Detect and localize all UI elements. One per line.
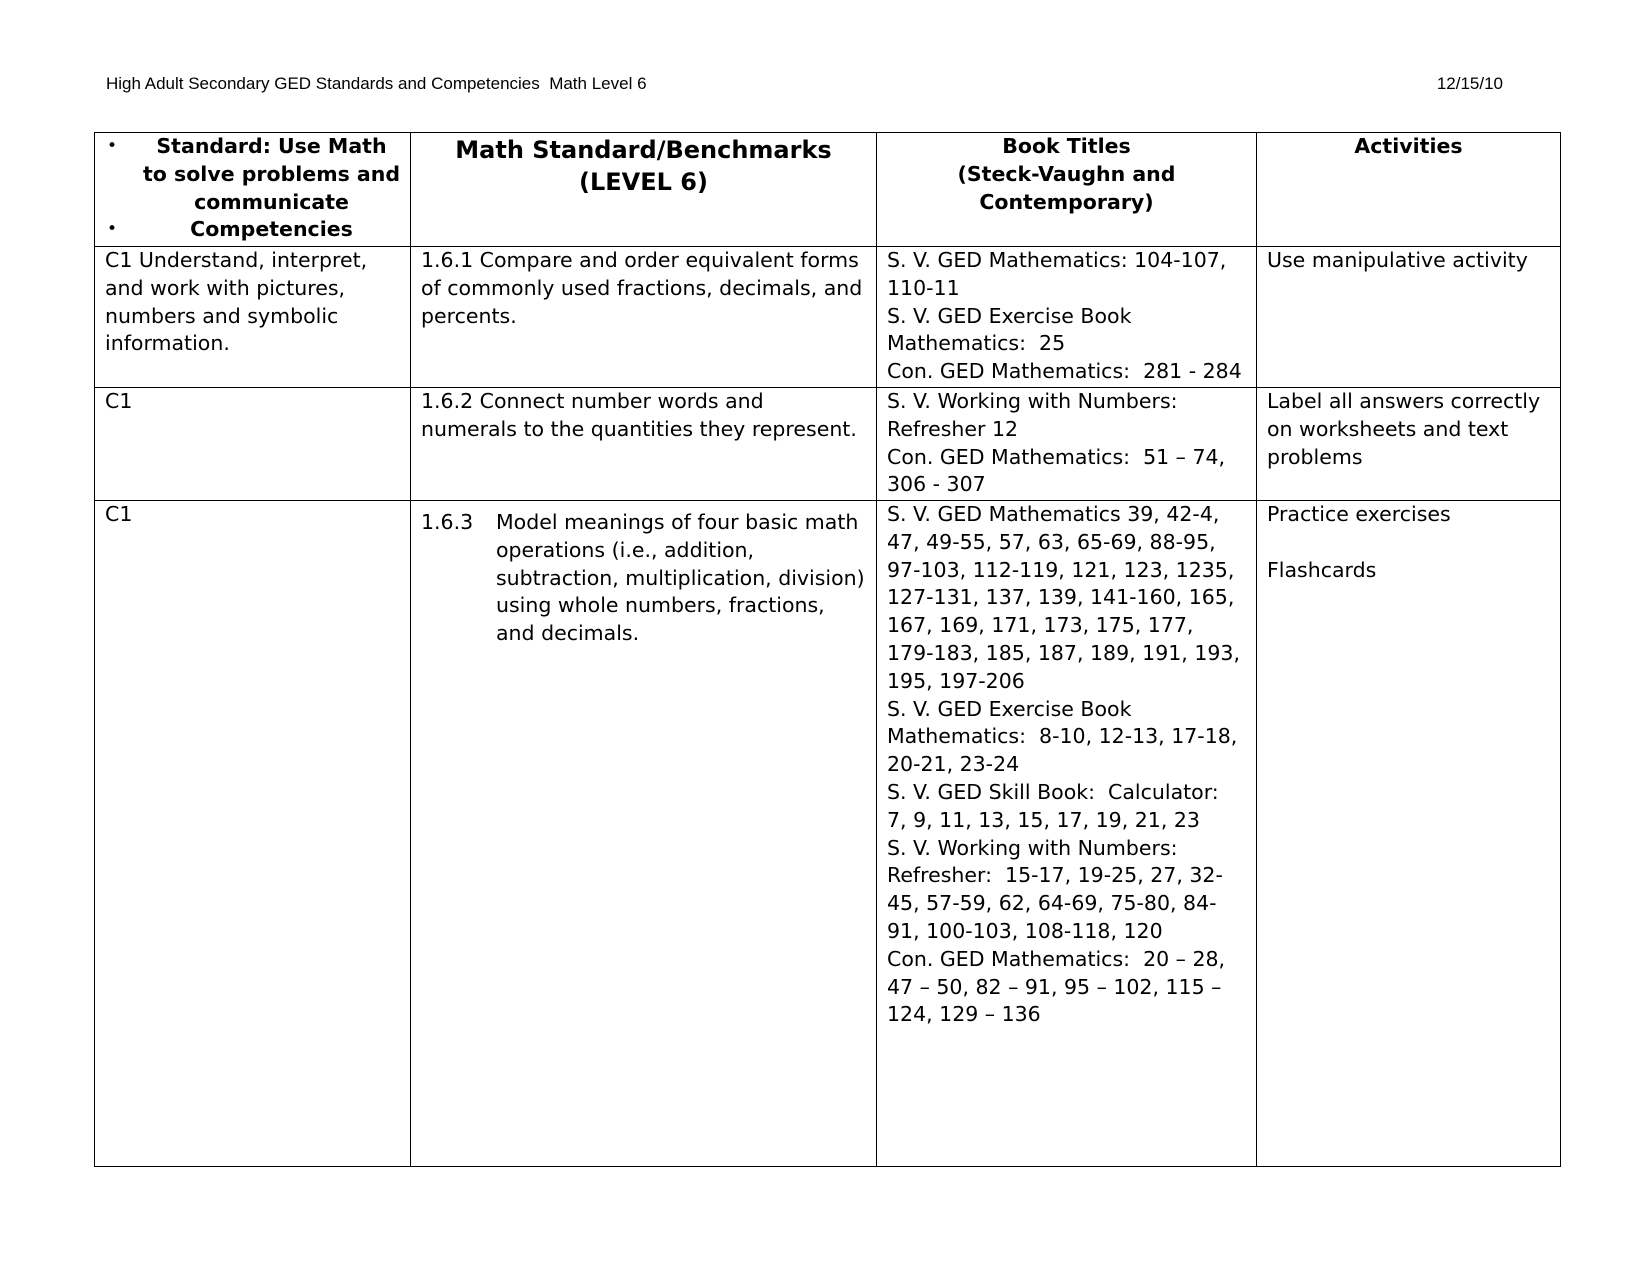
books-cell: [877, 501, 1257, 1167]
cell-line: C1: [105, 389, 133, 413]
cell-line: of commonly used fractions, decimals, and: [421, 275, 863, 300]
benchmark-cell: [411, 247, 877, 388]
cell-line: numerals to the quantities they represent.: [421, 416, 857, 441]
benchmark-cell: [411, 388, 877, 501]
cell-line: 179-183, 185, 187, 189, 191, 193,: [887, 640, 1240, 665]
cell-line: subtraction, multiplication, division): [496, 565, 865, 590]
header-activities-cell: Activities: [1257, 133, 1561, 247]
cell-line: Label all answers correctly: [1267, 389, 1541, 413]
cell-line: using whole numbers, fractions,: [496, 593, 825, 618]
cell-line: S. V. GED Exercise Book: [887, 696, 1132, 721]
cell-line: 20-21, 23-24: [887, 752, 1020, 777]
cell-line: Flashcards: [1267, 557, 1377, 582]
cell-line: Mathematics: 8-10, 12-13, 17-18,: [887, 724, 1238, 749]
cell-line: S. V. Working with Numbers:: [887, 835, 1178, 860]
standard-bullet-list: [105, 133, 400, 244]
cell-line: Mathematics: 25: [887, 331, 1066, 356]
cell-line: Con. GED Mathematics: 281 - 284: [887, 359, 1242, 384]
header-books-cell: [877, 133, 1257, 247]
cell-line: 127-131, 137, 139, 141-160, 165,: [887, 585, 1235, 610]
cell-line: 7, 9, 11, 13, 15, 17, 19, 21, 23: [887, 807, 1200, 832]
cell-line: and decimals.: [496, 621, 640, 646]
activities-cell: [1257, 388, 1561, 501]
cell-line: 195, 197-206: [887, 668, 1025, 693]
activities-cell: [1257, 501, 1561, 1167]
benchmark-text: [496, 509, 865, 648]
cell-line: Refresher 12: [887, 416, 1019, 441]
header-standard-cell: [95, 133, 411, 247]
benchmark-numbered-item: [421, 509, 866, 648]
document-title: High Adult Secondary GED Standards and Competencies Math Level 6: [106, 74, 647, 93]
header-books-line: Book Titles: [1002, 134, 1131, 158]
cell-line: Use manipulative activity: [1267, 248, 1528, 272]
header-books-line: Contemporary): [979, 189, 1154, 214]
cell-line: numbers and symbolic: [105, 303, 339, 328]
cell-line: 91, 100-103, 108-118, 120: [887, 918, 1163, 943]
cell-line: 110-11: [887, 275, 960, 300]
document-date: 12/15/10: [1436, 74, 1503, 93]
competencies-item: • Competencies: [105, 216, 400, 244]
cell-line: 47, 49-55, 57, 63, 65-69, 88-95,: [887, 529, 1216, 554]
cell-line: information.: [105, 331, 230, 356]
table-row: [95, 501, 1561, 1167]
cell-line: S. V. GED Mathematics: 104-107,: [887, 248, 1227, 272]
cell-line: 167, 169, 171, 173, 175, 177,: [887, 613, 1194, 638]
benchmark-number: 1.6.3: [421, 510, 474, 534]
cell-line: Practice exercises: [1267, 502, 1451, 526]
page-header: [106, 74, 1544, 98]
table-row: [95, 388, 1561, 501]
competency-cell: [95, 247, 411, 388]
header-benchmarks-line: (LEVEL 6): [579, 168, 708, 196]
activities-cell: [1257, 247, 1561, 388]
cell-line: problems: [1267, 444, 1363, 469]
cell-line: 1.6.1 Compare and order equivalent forms: [421, 248, 859, 272]
spacer: [1267, 529, 1550, 557]
cell-line: C1 Understand, interpret,: [105, 248, 368, 272]
cell-line: S. V. GED Skill Book: Calculator:: [887, 779, 1219, 804]
cell-line: Con. GED Mathematics: 20 – 28,: [887, 946, 1226, 971]
table-row: [95, 247, 1561, 388]
standard-item: • Standard: Use Math to solve problems and communicate: [105, 133, 400, 216]
cell-line: Con. GED Mathematics: 51 – 74,: [887, 444, 1226, 469]
header-benchmarks-line: Math Standard/Benchmarks: [455, 136, 832, 164]
cell-line: Model meanings of four basic math: [496, 510, 859, 534]
books-cell: [877, 247, 1257, 388]
cell-line: and work with pictures,: [105, 275, 346, 300]
standards-table: [94, 132, 1561, 1167]
header-books-line: (Steck-Vaughn and: [957, 161, 1176, 186]
table-header-row: [95, 133, 1561, 247]
cell-line: percents.: [421, 303, 517, 328]
cell-line: C1: [105, 502, 133, 526]
cell-line: 124, 129 – 136: [887, 1002, 1041, 1027]
cell-line: Refresher: 15-17, 19-25, 27, 32-: [887, 863, 1223, 888]
cell-line: S. V. GED Mathematics 39, 42-4,: [887, 502, 1220, 526]
cell-line: 1.6.2 Connect number words and: [421, 389, 764, 413]
cell-line: S. V. Working with Numbers:: [887, 389, 1178, 413]
competency-cell: [95, 501, 411, 1167]
cell-line: on worksheets and text: [1267, 416, 1509, 441]
cell-line: 47 – 50, 82 – 91, 95 – 102, 115 –: [887, 974, 1222, 999]
cell-line: operations (i.e., addition,: [496, 537, 755, 562]
cell-line: 45, 57-59, 62, 64-69, 75-80, 84-: [887, 891, 1217, 916]
competency-cell: [95, 388, 411, 501]
benchmark-cell: [411, 501, 877, 1167]
books-cell: [877, 388, 1257, 501]
cell-line: 97-103, 112-119, 121, 123, 1235,: [887, 557, 1235, 582]
cell-line: 306 - 307: [887, 472, 986, 497]
header-benchmarks-cell: [411, 133, 877, 247]
cell-line: S. V. GED Exercise Book: [887, 303, 1132, 328]
